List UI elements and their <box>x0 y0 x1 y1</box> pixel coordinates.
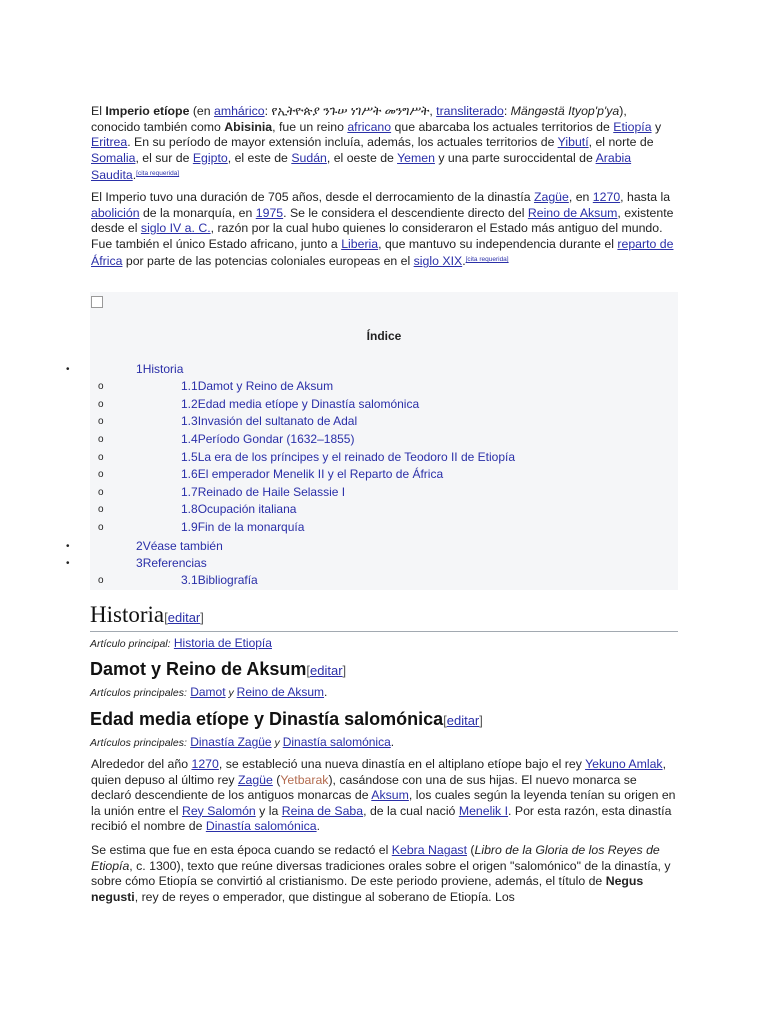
redlink-yetbarak[interactable]: Yetbarak <box>280 772 329 787</box>
duration-paragraph <box>91 190 676 270</box>
link-damot[interactable]: Damot <box>190 685 226 699</box>
toc-item-label: Véase también <box>142 539 223 553</box>
text: : የኢትዮጵያ ንጉሠ ነገሥት መንግሥት, <box>264 104 437 118</box>
text: , los cuales según la leyenda tenían su origen en la unión entre el <box>91 788 676 818</box>
text: y la <box>255 803 282 818</box>
toc-item[interactable] <box>181 502 296 516</box>
toc-item-label: Invasión del sultanato de Adal <box>197 414 358 428</box>
heading-text: Damot y Reino de Aksum <box>90 659 307 679</box>
bold-term: Abisinia <box>224 119 273 134</box>
link-rey-salomon[interactable]: Rey Salomón <box>181 803 256 818</box>
text: . En su período de mayor extensión incluía, además, los actuales territorios de <box>127 135 558 150</box>
link-yemen[interactable]: Yemen <box>397 150 435 165</box>
citation-needed-link[interactable]: [cita requerida] <box>465 256 509 264</box>
toc-bullet-circle: o <box>98 575 104 586</box>
heading-text: Edad media etíope y Dinastía salomónica <box>90 709 444 729</box>
bracket: ] <box>200 610 204 625</box>
heading-text: Historia <box>90 602 165 627</box>
text: que abarcaba los actuales territorios de <box>391 119 614 134</box>
link-somalia[interactable]: Somalia <box>91 150 136 165</box>
text: Se estima que fue en esta época cuando se redactó el <box>91 843 392 857</box>
bold-term: Imperio etíope <box>105 104 190 118</box>
text: El <box>91 104 106 118</box>
section-heading-edad-media <box>90 709 483 730</box>
toc-item[interactable] <box>136 539 223 553</box>
text: : <box>503 104 511 118</box>
toc-item[interactable] <box>181 573 258 587</box>
toc-item-label: La era de los príncipes y el reinado de Teodoro II de Etiopía <box>197 450 516 464</box>
link-yekuno-amlak[interactable]: Yekuno Amlak <box>585 757 663 771</box>
toc-item-number: 1.2 <box>181 397 198 411</box>
link-reina-de-saba[interactable]: Reina de Saba <box>281 803 364 818</box>
toc-item-label: El emperador Menelik II y el Reparto de África <box>197 467 444 481</box>
text: , rey de reyes o emperador, que distingue al soberano de Etiopía. Los <box>134 889 515 904</box>
toc-bullet-circle: o <box>98 522 104 533</box>
link-1270[interactable]: 1270 <box>191 757 219 771</box>
toc-item[interactable] <box>181 520 304 534</box>
text: , que mantuvo su independencia durante el <box>378 236 618 251</box>
text: . Se le considera el descendiente directo del <box>283 205 528 220</box>
edit-link[interactable]: editar <box>167 610 201 625</box>
bracket: ] <box>342 663 347 678</box>
edit-link[interactable]: editar <box>310 663 343 678</box>
link-egipto[interactable]: Egipto <box>192 150 228 165</box>
text: por parte de las potencias coloniales europeas en el <box>122 254 414 269</box>
link-yibuti[interactable]: Yibutí <box>557 135 589 150</box>
text: , c. 1300), texto que reúne diversas tradiciones orales sobre el origen "salomónico" de la dinastía, y sobre cómo Etiopía se convirtió al cristianismo. De este periodo proviene, además, el título de <box>91 858 671 889</box>
note-label: Artículos principales: <box>90 737 187 749</box>
text: . <box>462 254 466 269</box>
text: , en <box>568 190 593 204</box>
toc-item[interactable] <box>181 467 443 481</box>
link-zague[interactable]: Zagüe <box>533 190 569 204</box>
toc-item-number: 1.6 <box>181 467 198 481</box>
heading-divider <box>90 631 678 632</box>
intro-paragraph <box>91 104 676 184</box>
link-dinastia-salomonica[interactable]: Dinastía salomónica <box>205 819 317 834</box>
text: El Imperio tuvo una duración de 705 años, desde el derrocamiento de la dinastía <box>91 190 534 204</box>
link-africano[interactable]: africano <box>347 119 392 134</box>
link-transliterado[interactable]: transliterado <box>436 104 504 118</box>
link-eritrea[interactable]: Eritrea <box>91 135 128 150</box>
toc-item-number: 1.8 <box>181 502 198 516</box>
text: , fue un reino <box>272 119 348 134</box>
toc-item-label: Fin de la monarquía <box>197 520 305 534</box>
link-arabia-saudita[interactable]: Arabia Saudita <box>91 150 632 183</box>
link-siglo-iv[interactable]: siglo IV a. C. <box>140 221 211 236</box>
bracket: [ <box>443 713 447 728</box>
note-label: Artículos principales: <box>90 687 187 699</box>
link-amharico[interactable]: amhárico <box>214 104 265 118</box>
text: y una parte suroccidental de <box>434 150 596 165</box>
toc-bullet-circle: o <box>98 434 104 445</box>
edit-link[interactable]: editar <box>446 713 480 728</box>
section-heading-historia <box>90 602 204 628</box>
toc-item-label: Edad media etíope y Dinastía salomónica <box>197 397 420 411</box>
toc-item-number: 3.1 <box>181 573 198 587</box>
bracket: ] <box>479 713 483 728</box>
main-article-note <box>90 636 272 650</box>
link-etiopia[interactable]: Etiopía <box>613 119 652 134</box>
toc-bullet-disc: • <box>66 364 70 375</box>
text: . <box>324 685 328 699</box>
text: ( <box>272 772 281 787</box>
link-reino-de-aksum[interactable]: Reino de Aksum <box>236 685 325 699</box>
toc-item-number: 1.7 <box>181 485 198 499</box>
toc-item-number: 1.3 <box>181 414 198 428</box>
kebra-nagast-paragraph <box>91 843 676 905</box>
link-siglo-xix[interactable]: siglo XIX <box>413 254 463 269</box>
main-articles-note <box>90 685 327 699</box>
italic-title: Libro de la Gloria de los Reyes de Etiopía <box>91 843 660 873</box>
text: , el sur de <box>135 150 193 165</box>
toc-item-label: Damot y Reino de Aksum <box>197 379 334 393</box>
italic-term: Mängəstä Ityop'p'ya <box>510 104 620 118</box>
toc-bullet-disc: • <box>66 541 70 552</box>
text: , razón por la cual hubo quienes lo consideraron el Estado más antiguo del mundo. Fue también el único Estado africano, junto a <box>91 221 663 251</box>
citation-needed-link[interactable]: [cita requerida] <box>136 170 180 178</box>
link-menelik-i[interactable]: Menelik I <box>458 803 509 818</box>
toc-bullet-disc: • <box>66 558 70 569</box>
note-label: Artículo principal: <box>90 638 171 650</box>
link-sudan[interactable]: Sudán <box>291 150 327 165</box>
toc-item-number: 1.9 <box>181 520 198 534</box>
text: (en <box>189 104 215 118</box>
section-heading-damot <box>90 659 346 680</box>
link-reino-de-aksum[interactable]: Reino de Aksum <box>527 205 618 220</box>
text: . <box>132 168 137 183</box>
toc-item-label: Historia <box>142 362 184 376</box>
toc-title: Índice <box>366 329 402 343</box>
link-zague[interactable]: Zagüe <box>237 772 273 787</box>
bold-term: Negus negusti <box>91 874 644 904</box>
link-reparto-de-africa[interactable]: reparto de África <box>91 236 674 269</box>
toc-item-label: Ocupación italiana <box>197 502 297 516</box>
toc-item-number: 1 <box>136 362 143 376</box>
text: ), casándose con una de sus hijas. El nuevo monarca se declaró descendiente de los antiguos monarcas de <box>91 772 637 803</box>
toc-item-label: Bibliografía <box>197 573 258 587</box>
toc-item-label: Reinado de Haile Selassie I <box>197 485 346 499</box>
text: , quien depuso al último rey <box>91 757 666 787</box>
text: y <box>651 119 662 134</box>
text: . <box>390 735 395 749</box>
toc-bullet-circle: o <box>98 399 104 410</box>
toc-bullet-circle: o <box>98 416 104 427</box>
toc-item-number: 1.5 <box>181 450 198 464</box>
text: , de la cual nació <box>363 803 459 818</box>
bracket: [ <box>164 610 168 625</box>
toc-item-number: 3 <box>136 556 143 570</box>
text: de la monarquía, en <box>139 205 256 220</box>
toc-toggle-checkbox[interactable] <box>91 296 103 308</box>
toc-item[interactable] <box>181 450 515 464</box>
text: , el este de <box>227 150 292 165</box>
link-dinastia-salomonica[interactable]: Dinastía salomónica <box>282 735 391 749</box>
main-articles-note <box>90 735 394 749</box>
text: Alrededor del año <box>91 757 192 771</box>
link-1975[interactable]: 1975 <box>255 205 284 220</box>
text: , se estableció una nueva dinastía en el altiplano etíope bajo el rey <box>218 757 586 771</box>
link-dinastia-zague[interactable]: Dinastía Zagüe <box>190 735 272 749</box>
text: , el oeste de <box>326 150 398 165</box>
toc-bullet-circle: o <box>98 487 104 498</box>
bracket: [ <box>306 663 311 678</box>
text: ( <box>467 843 475 857</box>
text: . Por esta razón, esta dinastía recibió el nombre de <box>91 803 672 834</box>
text: , el norte de <box>588 135 654 150</box>
toc-item[interactable] <box>136 556 207 570</box>
toc-bullet-circle: o <box>98 469 104 480</box>
toc-item-number: 1.1 <box>181 379 198 393</box>
link-liberia[interactable]: Liberia <box>341 236 379 251</box>
link-historia-de-etiopia[interactable]: Historia de Etiopía <box>173 636 272 650</box>
toc-item[interactable] <box>181 414 357 428</box>
toc-bullet-circle: o <box>98 452 104 463</box>
text: , existente desde el <box>91 205 674 236</box>
text: . <box>316 819 320 834</box>
toc-item-number: 2 <box>136 539 143 553</box>
toc-item[interactable] <box>136 362 183 376</box>
toc-item[interactable] <box>181 432 354 446</box>
toc-item[interactable] <box>181 379 333 393</box>
toc-item-label: Referencias <box>142 556 207 570</box>
toc-item[interactable] <box>181 485 345 499</box>
link-kebra-nagast[interactable]: Kebra Nagast <box>391 843 467 857</box>
toc-item[interactable] <box>181 397 419 411</box>
text: ), conocido también como <box>91 104 627 134</box>
toc-item-label: Período Gondar (1632–1855) <box>197 432 355 446</box>
dynasty-paragraph <box>91 757 676 835</box>
link-1270[interactable]: 1270 <box>592 190 621 204</box>
text: y <box>271 737 283 749</box>
toc-item-number: 1.4 <box>181 432 198 446</box>
link-abolicion[interactable]: abolición <box>91 205 140 220</box>
link-aksum[interactable]: Aksum <box>371 788 409 803</box>
text: y <box>225 687 237 699</box>
toc-bullet-circle: o <box>98 504 104 515</box>
text: , hasta la <box>620 190 671 204</box>
toc-bullet-circle: o <box>98 381 104 392</box>
